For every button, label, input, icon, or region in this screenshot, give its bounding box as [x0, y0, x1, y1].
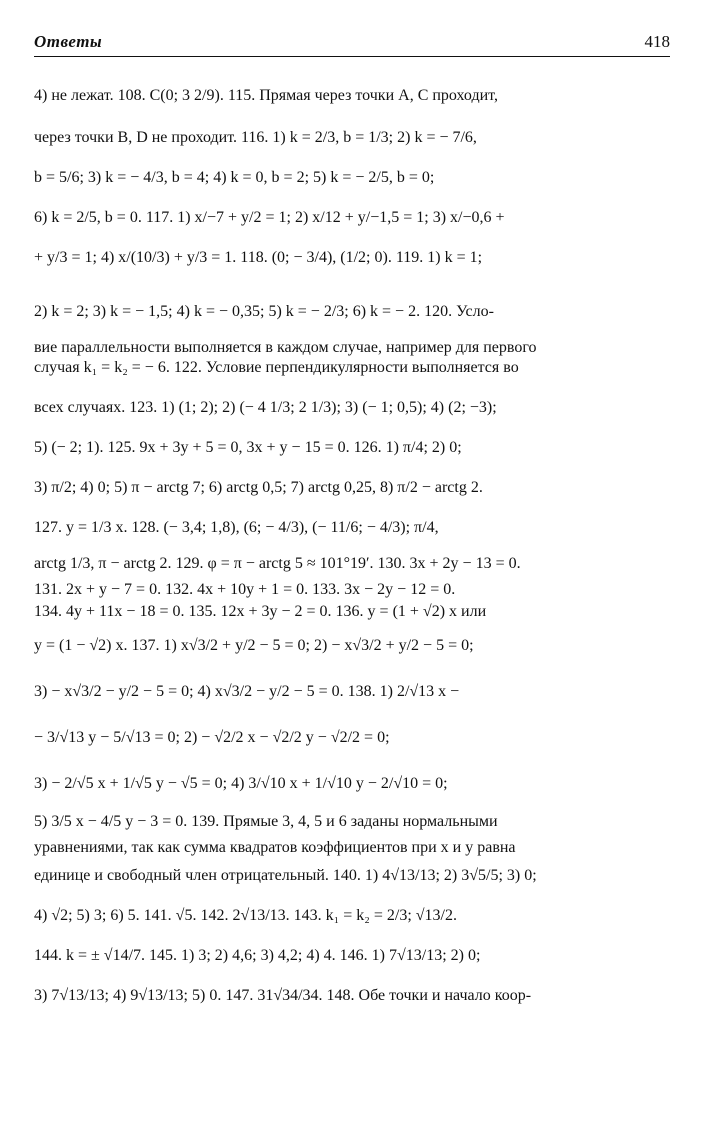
text-line: 2) k = 2; 3) k = − 1,5; 4) k = − 0,35; 5) k = − 2/3; 6) k = − 2. 120. Усло- — [34, 303, 494, 320]
text-line: 131. 2x + y − 7 = 0. 132. 4x + 10y + 1 = 0. 133. 3x − 2y − 12 = 0. — [34, 581, 456, 598]
text-line: 127. y = 1/3 x. 128. (− 3,4; 1,8), (6; − 4/3), (− 11/6; − 4/3); π/4, — [34, 519, 439, 536]
text-line: 3) − x√3/2 − y/2 − 5 = 0; 4) x√3/2 − y/2 − 5 = 0. 138. 1) 2/√13 x − — [34, 683, 460, 700]
text-line: arctg 1/3, π − arctg 2. 129. φ = π − arctg 5 ≈ 101°19′. 130. 3x + 2y − 13 = 0. — [34, 555, 521, 572]
text-line: 144. k = ± √14/7. 145. 1) 3; 2) 4,6; 3) 4,2; 4) 4. 146. 1) 7√13/13; 2) 0; — [34, 947, 481, 964]
text-line: 4) √2; 5) 3; 6) 5. 141. √5. 142. 2√13/13. 143. k₁ = k₂ = 2/3; √13/2. — [34, 907, 457, 924]
text-line: 134. 4y + 11x − 18 = 0. 135. 12x + 3y − 2 = 0. 136. y = (1 + √2) x или — [34, 603, 487, 620]
text-line: y = (1 − √2) x. 137. 1) x√3/2 + y/2 − 5 = 0; 2) − x√3/2 + y/2 − 5 = 0; — [34, 637, 474, 654]
text-line: 6) k = 2/5, b = 0. 117. 1) x/−7 + y/2 = 1; 2) x/12 + y/−1,5 = 1; 3) x/−0,6 + — [34, 209, 505, 226]
text-line: 4) не лежат. 108. C(0; 3 2/9). 115. Прямая через точки A, C проходит, — [34, 87, 498, 104]
text-line: 3) 7√13/13; 4) 9√13/13; 5) 0. 147. 31√34/34. 148. Обе точки и начало коор- — [34, 987, 532, 1004]
text-line: случая k₁ = k₂ = − 6. 122. Условие перпендикулярности выполняется во — [34, 359, 519, 376]
text-line: b = 5/6; 3) k = − 4/3, b = 4; 4) k = 0, b = 2; 5) k = − 2/5, b = 0; — [34, 169, 435, 186]
page-header — [34, 30, 670, 57]
page-number: 418 — [644, 32, 670, 51]
text-line: − 3/√13 y − 5/√13 = 0; 2) − √2/2 x − √2/2 y − √2/2 = 0; — [34, 729, 390, 746]
text-line: 5) (− 2; 1). 125. 9x + 3y + 5 = 0, 3x + y − 15 = 0. 126. 1) π/4; 2) 0; — [34, 439, 462, 456]
text-line: + y/3 = 1; 4) x/(10/3) + y/3 = 1. 118. (0; − 3/4), (1/2; 0). 119. 1) k = 1; — [34, 249, 483, 266]
text-line: 3) − 2/√5 x + 1/√5 y − √5 = 0; 4) 3/√10 x + 1/√10 y − 2/√10 = 0; — [34, 775, 448, 792]
running-head: Ответы — [34, 32, 103, 51]
answers-text — [34, 82, 670, 1022]
text-line: всех случаях. 123. 1) (1; 2); 2) (− 4 1/3; 2 1/3); 3) (− 1; 0,5); 4) (2; −3); — [34, 399, 497, 416]
text-line: 5) 3/5 x − 4/5 y − 3 = 0. 139. Прямые 3, 4, 5 и 6 заданы нормальными — [34, 813, 498, 830]
text-line: уравнениями, так как сумма квадратов коэффициентов при x и y равна — [34, 839, 516, 856]
text-line: единице и свободный член отрицательный. 140. 1) 4√13/13; 2) 3√5/5; 3) 0; — [34, 867, 537, 884]
text-line: через точки B, D не проходит. 116. 1) k = 2/3, b = 1/3; 2) k = − 7/6, — [34, 129, 477, 146]
text-line: 3) π/2; 4) 0; 5) π − arctg 7; 6) arctg 0,5; 7) arctg 0,25, 8) π/2 − arctg 2. — [34, 479, 483, 496]
text-line: вие параллельности выполняется в каждом случае, например для первого — [34, 339, 537, 356]
